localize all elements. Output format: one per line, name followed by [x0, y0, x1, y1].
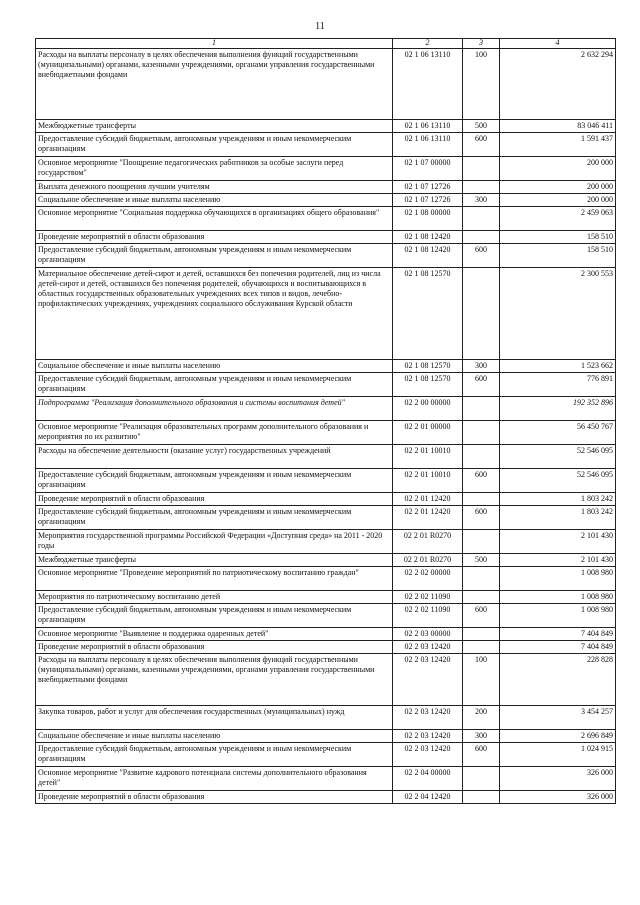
row-expense-type: 500: [463, 120, 500, 133]
row-expense-type: [463, 207, 500, 231]
row-expense-type: 500: [463, 554, 500, 567]
row-code: 02 2 01 12420: [393, 506, 463, 530]
row-amount: 326 000: [500, 767, 616, 791]
table-row: [36, 120, 616, 133]
row-expense-type: [463, 421, 500, 445]
table-row: [36, 373, 616, 397]
table-row: [36, 767, 616, 791]
row-amount: 2 101 430: [500, 530, 616, 554]
table-row: [36, 157, 616, 181]
row-expense-type: [463, 791, 500, 804]
table-row: [36, 641, 616, 654]
header-col-1: 1: [36, 39, 393, 49]
header-col-4: 4: [500, 39, 616, 49]
table-row: [36, 554, 616, 567]
row-expense-type: [463, 567, 500, 591]
row-amount: 200 000: [500, 181, 616, 194]
header-col-2: 2: [393, 39, 463, 49]
row-code: 02 2 03 12420: [393, 706, 463, 730]
row-name: Мероприятия по патриотическому воспитанию детей: [36, 591, 393, 604]
row-name: Проведение мероприятий в области образования: [36, 791, 393, 804]
page-number: 11: [315, 21, 325, 32]
row-name: Основное мероприятие "Проведение мероприятий по патриотическому воспитанию граждан": [36, 567, 393, 591]
row-code: 02 2 04 00000: [393, 767, 463, 791]
row-amount: 200 000: [500, 157, 616, 181]
row-expense-type: [463, 397, 500, 421]
table-row: [36, 49, 616, 120]
row-expense-type: 300: [463, 194, 500, 207]
row-amount: 1 024 915: [500, 743, 616, 767]
row-expense-type: 300: [463, 730, 500, 743]
table-row: [36, 654, 616, 706]
row-amount: 52 546 095: [500, 469, 616, 493]
row-expense-type: [463, 530, 500, 554]
row-name: Выплата денежного поощрения лучшим учителям: [36, 181, 393, 194]
row-code: 02 1 07 00000: [393, 157, 463, 181]
row-code: 02 2 01 00000: [393, 421, 463, 445]
row-expense-type: 600: [463, 506, 500, 530]
row-code: 02 1 08 12420: [393, 244, 463, 268]
table-row: [36, 628, 616, 641]
row-expense-type: [463, 268, 500, 360]
row-code: 02 2 04 12420: [393, 791, 463, 804]
table-row: [36, 469, 616, 493]
row-expense-type: 600: [463, 469, 500, 493]
table-row: [36, 268, 616, 360]
row-name: Межбюджетные трансферты: [36, 120, 393, 133]
row-code: 02 2 01 R0270: [393, 530, 463, 554]
row-amount: 158 510: [500, 244, 616, 268]
row-name: Материальное обеспечение детей-сирот и детей, оставшихся без попечения родителей, лиц из числа детей-сирот и детей, оставшихся без попечения родителей, обучающихся и воспитывающихся в областных государственных образовательных учреждениях всех типов и видов, лечебно-профилактических учреждениях, учреждениях социального обслуживания Курской области: [36, 268, 393, 360]
row-name: Предоставление субсидий бюджетным, автономным учреждениям и иным некоммерческим организациям: [36, 469, 393, 493]
row-name: Мероприятия государственной программы Российской Федерации «Доступная среда» на 2011 - 2020 годы: [36, 530, 393, 554]
row-name: Предоставление субсидий бюджетным, автономным учреждениям и иным некоммерческим организациям: [36, 506, 393, 530]
table-header-row: [36, 39, 616, 49]
table-row: [36, 730, 616, 743]
row-name: Основное мероприятие "Поощрение педагогических работников за особые заслуги перед государством": [36, 157, 393, 181]
row-amount: 7 404 849: [500, 641, 616, 654]
table-row: [36, 530, 616, 554]
table-row: [36, 743, 616, 767]
row-expense-type: 600: [463, 373, 500, 397]
row-expense-type: [463, 157, 500, 181]
row-name: Основное мероприятие "Развитие кадрового потенциала системы дополнительного образования детей": [36, 767, 393, 791]
row-code: 02 1 08 12420: [393, 231, 463, 244]
row-name: Предоставление субсидий бюджетным, автономным учреждениям и иным некоммерческим организациям: [36, 743, 393, 767]
row-expense-type: [463, 493, 500, 506]
row-name: Социальное обеспечение и иные выплаты населению: [36, 194, 393, 207]
row-amount: 1 591 437: [500, 133, 616, 157]
row-name: Предоставление субсидий бюджетным, автономным учреждениям и иным некоммерческим организациям: [36, 133, 393, 157]
row-amount: 2 101 430: [500, 554, 616, 567]
table-row: [36, 231, 616, 244]
row-code: 02 2 01 10010: [393, 469, 463, 493]
table-row: [36, 604, 616, 628]
table-row: [36, 591, 616, 604]
row-code: 02 2 00 00000: [393, 397, 463, 421]
row-expense-type: 600: [463, 133, 500, 157]
row-code: 02 1 08 00000: [393, 207, 463, 231]
row-amount: 1 803 242: [500, 506, 616, 530]
table-row: [36, 360, 616, 373]
row-expense-type: [463, 445, 500, 469]
row-name: Проведение мероприятий в области образования: [36, 493, 393, 506]
row-amount: 192 352 896: [500, 397, 616, 421]
row-name: Проведение мероприятий в области образования: [36, 641, 393, 654]
row-expense-type: [463, 231, 500, 244]
table-row: [36, 181, 616, 194]
row-expense-type: 100: [463, 654, 500, 706]
row-code: 02 1 07 12726: [393, 194, 463, 207]
row-code: 02 2 03 12420: [393, 730, 463, 743]
row-code: 02 2 03 12420: [393, 641, 463, 654]
row-name: Основное мероприятие "Социальная поддержка обучающихся в организациях общего образования": [36, 207, 393, 231]
row-code: 02 1 06 13110: [393, 133, 463, 157]
row-expense-type: 600: [463, 244, 500, 268]
row-expense-type: 300: [463, 360, 500, 373]
row-name: Расходы на выплаты персоналу в целях обеспечения выполнения функций государственными (муниципальными) органами, казенными учреждениями, органами управления государственными внебюджетными фондами: [36, 654, 393, 706]
table-row: [36, 397, 616, 421]
row-name: Предоставление субсидий бюджетным, автономным учреждениям и иным некоммерческим организациям: [36, 604, 393, 628]
row-code: 02 2 02 00000: [393, 567, 463, 591]
row-amount: 1 523 662: [500, 360, 616, 373]
row-amount: 1 803 242: [500, 493, 616, 506]
row-expense-type: 100: [463, 49, 500, 120]
row-code: 02 2 03 00000: [393, 628, 463, 641]
row-amount: 326 000: [500, 791, 616, 804]
table-row: [36, 244, 616, 268]
row-name: Расходы на выплаты персоналу в целях обеспечения выполнения функций государственными (муниципальными) органами, казенными учреждениями, органами управления государственными внебюджетными фондами: [36, 49, 393, 120]
table-row: [36, 445, 616, 469]
table-row: [36, 207, 616, 231]
row-name: Основное мероприятие "Выявление и поддержка одаренных детей": [36, 628, 393, 641]
row-expense-type: 600: [463, 604, 500, 628]
row-expense-type: [463, 591, 500, 604]
row-name: Проведение мероприятий в области образования: [36, 231, 393, 244]
table-row: [36, 421, 616, 445]
row-amount: 83 046 411: [500, 120, 616, 133]
row-code: 02 2 03 12420: [393, 743, 463, 767]
table-row: [36, 706, 616, 730]
row-amount: 200 000: [500, 194, 616, 207]
table-row: [36, 133, 616, 157]
table-row: [36, 493, 616, 506]
row-code: 02 2 01 10010: [393, 445, 463, 469]
row-code: 02 1 08 12570: [393, 360, 463, 373]
table-row: [36, 791, 616, 804]
row-expense-type: [463, 181, 500, 194]
row-amount: 7 404 849: [500, 628, 616, 641]
row-code: 02 1 06 13110: [393, 120, 463, 133]
row-amount: 228 828: [500, 654, 616, 706]
row-expense-type: [463, 641, 500, 654]
row-amount: 1 008 980: [500, 604, 616, 628]
table-row: [36, 567, 616, 591]
budget-table: [35, 38, 616, 804]
row-name: Социальное обеспечение и иные выплаты населению: [36, 730, 393, 743]
row-amount: 56 450 767: [500, 421, 616, 445]
row-amount: 2 632 294: [500, 49, 616, 120]
row-code: 02 1 08 12570: [393, 268, 463, 360]
row-expense-type: [463, 628, 500, 641]
row-amount: 1 008 980: [500, 567, 616, 591]
row-code: 02 1 06 13110: [393, 49, 463, 120]
row-amount: 3 454 257: [500, 706, 616, 730]
row-name: Социальное обеспечение и иные выплаты населению: [36, 360, 393, 373]
table-row: [36, 194, 616, 207]
row-name: Основное мероприятие "Реализация образовательных программ дополнительного образования и мероприятия по их развитию": [36, 421, 393, 445]
row-amount: 2 459 063: [500, 207, 616, 231]
row-code: 02 2 01 R0270: [393, 554, 463, 567]
row-code: 02 1 07 12726: [393, 181, 463, 194]
row-code: 02 2 03 12420: [393, 654, 463, 706]
table-row: [36, 506, 616, 530]
row-code: 02 1 08 12570: [393, 373, 463, 397]
row-code: 02 2 01 12420: [393, 493, 463, 506]
row-name: Закупка товаров, работ и услуг для обеспечения государственных (муниципальных) нужд: [36, 706, 393, 730]
row-amount: 52 546 095: [500, 445, 616, 469]
row-amount: 2 696 849: [500, 730, 616, 743]
header-col-3: 3: [463, 39, 500, 49]
row-name: Межбюджетные трансферты: [36, 554, 393, 567]
row-code: 02 2 02 11090: [393, 591, 463, 604]
row-name: Предоставление субсидий бюджетным, автономным учреждениям и иным некоммерческим организациям: [36, 244, 393, 268]
row-name: Подпрограмма "Реализация дополнительного образования и системы воспитания детей": [36, 397, 393, 421]
row-name: Предоставление субсидий бюджетным, автономным учреждениям и иным некоммерческим организациям: [36, 373, 393, 397]
row-expense-type: 200: [463, 706, 500, 730]
row-amount: 776 891: [500, 373, 616, 397]
row-amount: 1 008 980: [500, 591, 616, 604]
row-expense-type: [463, 767, 500, 791]
row-expense-type: 600: [463, 743, 500, 767]
row-code: 02 2 02 11090: [393, 604, 463, 628]
row-amount: 2 300 553: [500, 268, 616, 360]
row-amount: 158 510: [500, 231, 616, 244]
row-name: Расходы на обеспечение деятельности (оказание услуг) государственных учреждений: [36, 445, 393, 469]
